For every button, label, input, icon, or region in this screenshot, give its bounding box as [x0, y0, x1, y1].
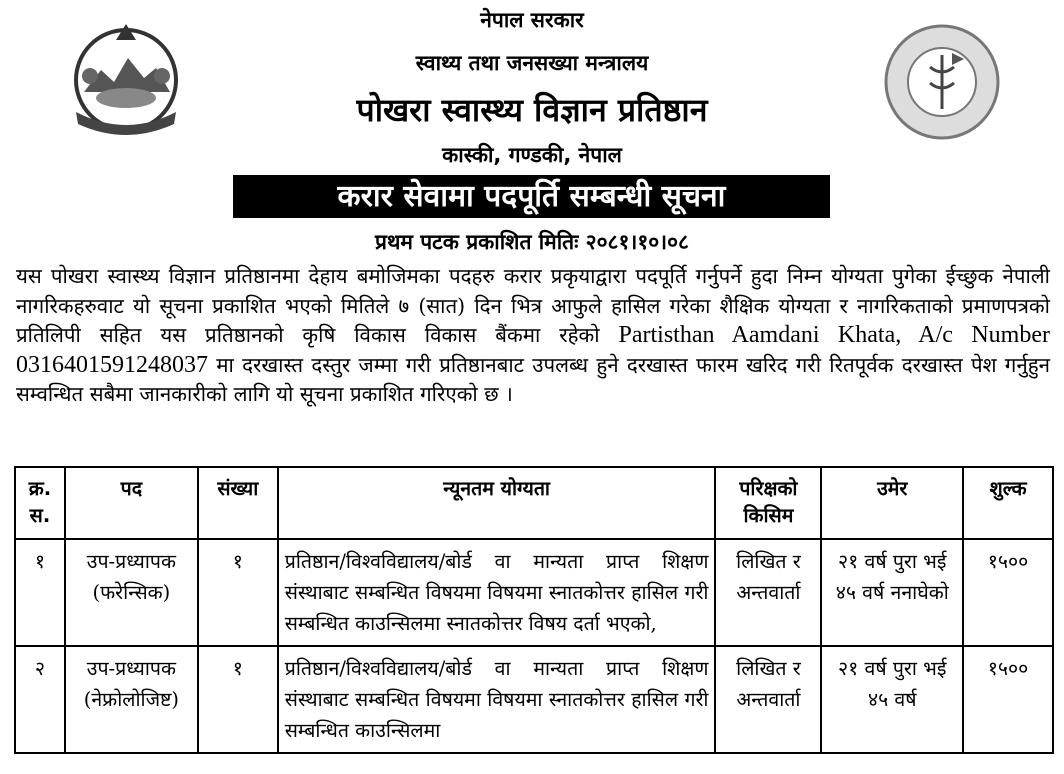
institution-name: पोखरा स्वास्थ्य विज्ञान प्रतिष्ठान: [356, 91, 708, 129]
notice-title: करार सेवामा पदपूर्ति सम्बन्धी सूचना: [233, 175, 830, 218]
row-age: २१ वर्ष पुरा भई ४५ वर्ष ननाघेको: [821, 539, 963, 646]
col-header-age: उमेर: [821, 467, 963, 539]
row-post: [65, 646, 198, 753]
post-title: उप-प्रध्यापक: [86, 550, 176, 573]
notice-body: [16, 262, 1050, 410]
ministry-name: स्वाथ्य तथा जनसख्या मन्त्रालय: [415, 51, 649, 75]
body-text-2: मा दरखास्त दस्तुर जम्मा गरी प्रतिष्ठानबाट उपलब्ध हुने दरखास्त फारम खरिद गरी रितपूर्वक दरखास्त पेश गर्नुहुन सम्वन्धित सबैमा जानकारीको लागि यो सूचना प्रकाशित गरिएको छ ।: [16, 352, 1050, 406]
col-header-exam: परिक्षको किसिम: [715, 467, 821, 539]
row-count: १: [198, 646, 278, 753]
vacancy-table: [14, 466, 1054, 754]
table-header-row: [15, 467, 1053, 539]
col-header-fee: शुल्क: [963, 467, 1053, 539]
row-exam: लिखित र अन्तवार्ता: [715, 646, 821, 753]
row-fee: १५००: [963, 646, 1053, 753]
col-header-post: पद: [65, 467, 198, 539]
row-fee: १५००: [963, 539, 1053, 646]
col-header-qualification: न्यूनतम योग्यता: [278, 467, 716, 539]
location: कास्की, गण्डकी, नेपाल: [442, 143, 622, 167]
government-name: नेपाल सरकार: [480, 8, 584, 32]
row-age: २१ वर्ष पुरा भई ४५ वर्ष: [821, 646, 963, 753]
row-sn: १: [15, 539, 65, 646]
row-sn: २: [15, 646, 65, 753]
post-dept: (नेफ्रोलोजिष्ट): [83, 688, 180, 711]
post-title: उप-प्रध्यापक: [86, 657, 176, 680]
table-row: [15, 646, 1053, 753]
post-dept: (फरेन्सिक): [92, 581, 171, 604]
row-exam: लिखित र अन्तवार्ता: [715, 539, 821, 646]
col-header-sn: क्र. स.: [15, 467, 65, 539]
row-count: १: [198, 539, 278, 646]
account-number: Partisthan Aamdani Khata, A/c Number 0316401591248037: [16, 322, 1050, 378]
body-text: यस पोखरा स्वास्थ्य विज्ञान प्रतिष्ठानमा देहाय बमोजिमका पदहरु करार प्रकृयाद्वारा पदपूर्ति गर्नुपर्ने हुदा निम्न योग्यता पुगेका ईच्छुक नेपाली नागरिकहरुवाट यो सूचना प्रकाशित भएको मितिले ७ (सात) दिन भित्र आफुले हासिल गरेका शैक्षिक योग्यता र नागरिकताको प्रमाणपत्रको प्रतिलिपी सहित यस प्रतिष्ठानको कृषि विकास विकास बैंकमा रहेको: [16, 264, 1050, 347]
table-row: [15, 539, 1053, 646]
publish-date: प्रथम पटक प्रकाशित मितिः २०८१।१०।०८: [375, 230, 689, 254]
col-header-count: संख्या: [198, 467, 278, 539]
row-qualification: प्रतिष्ठान/विश्वविद्यालय/बोर्ड वा मान्यता प्राप्त शिक्षण संस्थाबाट सम्बन्धित विषयमा विषयमा स्नातकोत्तर हासिल गरी सम्बन्धित काउन्सिलमा स्नातकोत्तर विषय दर्ता भएको,: [278, 539, 716, 646]
row-post: [65, 539, 198, 646]
row-qualification: प्रतिष्ठान/विश्वविद्यालय/बोर्ड वा मान्यता प्राप्त शिक्षण संस्थाबाट सम्बन्धित विषयमा विषयमा स्नातकोत्तर हासिल गरी सम्बन्धित काउन्सिलमा: [278, 646, 716, 753]
